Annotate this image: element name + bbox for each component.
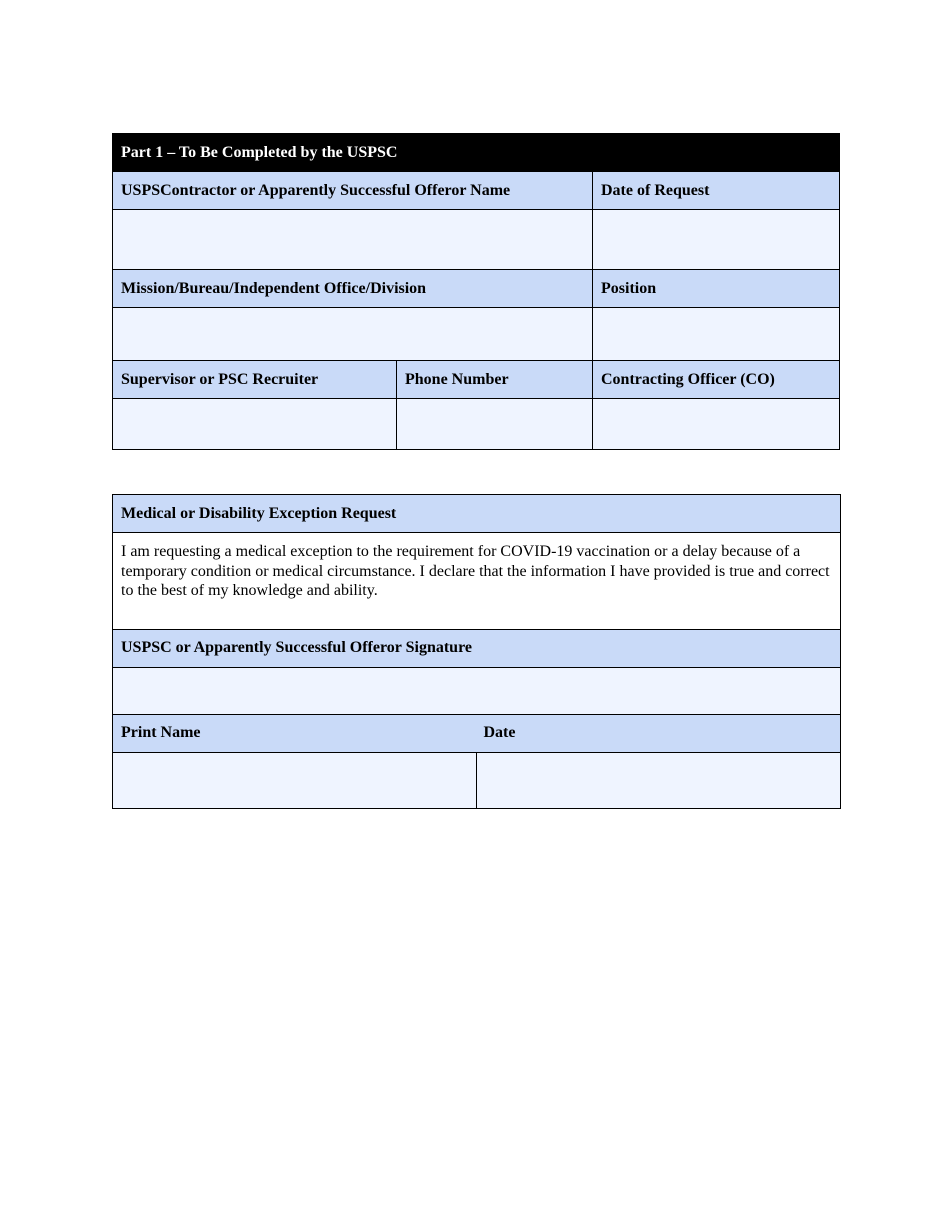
exception-request-table — [112, 494, 841, 809]
part1-form-table — [112, 133, 840, 450]
date-label: Date — [477, 714, 841, 752]
supervisor-field[interactable] — [113, 399, 397, 450]
mission-label: Mission/Bureau/Independent Office/Division — [113, 270, 593, 308]
print-name-field[interactable] — [113, 752, 477, 808]
contracting-officer-field[interactable] — [593, 399, 840, 450]
supervisor-label: Supervisor or PSC Recruiter — [113, 361, 397, 399]
date-field[interactable] — [477, 752, 841, 808]
position-label: Position — [593, 270, 840, 308]
date-of-request-field[interactable] — [593, 210, 840, 270]
signature-field[interactable] — [113, 667, 841, 714]
contractor-name-label: USPSContractor or Apparently Successful Offeror Name — [113, 172, 593, 210]
exception-statement: I am requesting a medical exception to the requirement for COVID-19 vaccination or a delay because of a temporary condition or medical circumstance. I declare that the information I have provided is true and correct to the best of my knowledge and ability. — [113, 533, 841, 630]
phone-number-field[interactable] — [397, 399, 593, 450]
contracting-officer-label: Contracting Officer (CO) — [593, 361, 840, 399]
phone-number-label: Phone Number — [397, 361, 593, 399]
signature-label: USPSC or Apparently Successful Offeror Signature — [113, 629, 841, 667]
position-field[interactable] — [593, 308, 840, 361]
print-name-label: Print Name — [113, 714, 477, 752]
contractor-name-field[interactable] — [113, 210, 593, 270]
part1-title: Part 1 – To Be Completed by the USPSC — [113, 134, 840, 172]
date-of-request-label: Date of Request — [593, 172, 840, 210]
exception-request-title: Medical or Disability Exception Request — [113, 495, 841, 533]
mission-field[interactable] — [113, 308, 593, 361]
